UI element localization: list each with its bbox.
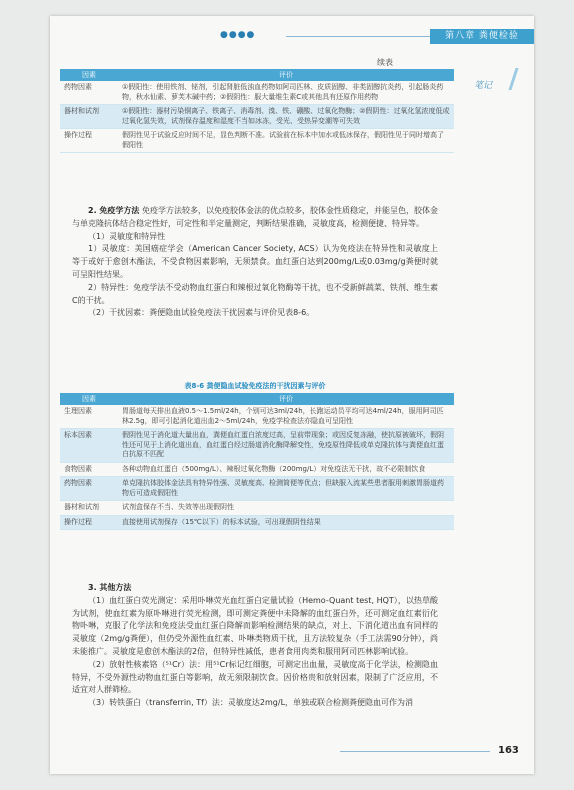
factor-cell: 药物因素 xyxy=(60,81,118,105)
evaluation-cell: 试剂盒保存不当、失效等出现假阴性 xyxy=(118,501,454,516)
section-heading: 2. 免疫学方法 xyxy=(88,206,140,215)
section-intro: 免疫学方法较多，以免疫胶体金法的优点较多，胶体金性质稳定，并能呈色，胶体金与单克隆抗体结合稳定性好，可定性和半定量测定，判断结果准确，灵敏度高，检测便捷、特异等。 xyxy=(72,206,439,228)
table-continued xyxy=(60,69,454,153)
factor-cell: 器材和试剂 xyxy=(60,105,118,129)
paragraph: 1）灵敏度：美国癌症学会（American Cancer Society, ACS）认为免疫法在特异性和灵敏度上等于或好于愈创木酯法，不受食物因素影响，无须禁食。血红蛋白达到200mg/L或0.03mg/g粪便时就可呈阳性结果。 xyxy=(72,244,438,279)
factor-cell: 食物因素 xyxy=(60,462,118,477)
factor-cell: 操作过程 xyxy=(60,515,118,530)
subheading: （1）灵敏度和特异性 xyxy=(88,231,166,241)
table-row xyxy=(60,129,454,153)
factor-cell: 标本因素 xyxy=(60,429,118,463)
margin-note-label: 笔记 xyxy=(474,81,493,91)
evaluation-cell: 各种动物血红蛋白（500mg/L）、辣根过氧化物酶（200mg/L）对免疫法无干扰，故不必限制饮食 xyxy=(118,462,454,477)
continued-label: 续表 xyxy=(377,58,393,67)
paragraph: （1）血红蛋白荧光测定：采用卟啉荧光血红蛋白定量试验（Hemo-Quant test, HQT），以热草酸为试剂，使血红素为原卟啉进行荧光检测，即可测定粪便中未降解的血红蛋白外，还可测定血红素衍化物卟啉，克服了化学法和免疫法受血红蛋白降解而影响检测结果的缺点，对上、下消化道出血有同样的灵敏度（2mg/g粪便），但仍受外源性血红素、卟啉类物质干扰，且方法较复杂（手工法需90分钟），尚未能推广。灵敏度是愈创木酯法的2倍，但特异性减低，患者食用肉类和服用阿司匹林影响试验。 xyxy=(72,595,438,656)
factor-cell: 药物因素 xyxy=(60,477,118,501)
table-row xyxy=(60,501,454,516)
table-header-factor: 因素 xyxy=(60,393,118,405)
paragraph: 2）特异性：免疫学法不受动物血红蛋白和辣根过氧化物酶等干扰，也不受新鲜蔬菜、铁剂、维生素C的干扰。 xyxy=(72,282,438,305)
evaluation-cell: 单克隆抗体胶体金法具有特异性强、灵敏度高、检测简便等优点；但缺服入流某些患者服用刺激胃肠道药物后可造成假阳性 xyxy=(118,477,454,501)
table-body xyxy=(60,405,454,530)
factor-cell: 生理因素 xyxy=(60,405,118,429)
pencil-icon xyxy=(498,68,518,90)
table-row xyxy=(60,429,454,463)
evaluation-cell: 假阴性见于试验反应时间不足，显色判断不准。试验前在标本中加水或低冰保存，假阳性见于同时增高了假阳性 xyxy=(118,129,454,153)
factor-cell: 器材和试剂 xyxy=(60,501,118,516)
table-header-evaluation: 评价 xyxy=(118,69,454,81)
table-header-evaluation: 评价 xyxy=(118,393,454,405)
evaluation-cell: 直接使用试剂保存（15℃以下）的标本试验，可出现假阴性结果 xyxy=(118,515,454,530)
section-heading: 3. 其他方法 xyxy=(88,583,132,592)
paragraph: （3）转铁蛋白（transferrin, Tf）法：灵敏度达2mg/L，单独或联合检测粪便隐血可作为消 xyxy=(88,698,414,708)
page-number: 163 xyxy=(498,745,519,756)
footer-rule xyxy=(340,751,490,752)
table-row xyxy=(60,462,454,477)
table-body xyxy=(60,81,454,153)
evaluation-cell: ①假阳性：器材污染铜离子、铁离子、消毒剂、溴、铁、硼酸、过氧化物酶；②假阴性：过氧化氢浓度低或过氧化氢失效，试剂保存温度和湿度不当如冰冻，受光、受热异变潮等可失效 xyxy=(118,105,454,129)
section-immunology xyxy=(72,205,438,320)
evaluation-cell: 假阴性见于消化道大量出血，粪便血红蛋白浓度过高，呈前带现象；或因反复冻融，使抗原被破坏，假阴性还可见于上消化道出血，血红蛋白经过肠道消化酶降解变性，免疫原性降低或单克隆抗体与粪便血红蛋白抗原不匹配 xyxy=(118,429,454,463)
header-dots: ●●●● xyxy=(220,30,256,40)
section-other-methods xyxy=(72,582,438,710)
book-page xyxy=(50,16,534,774)
header-rule xyxy=(286,36,434,37)
paragraph: （2）放射性核素铬（⁵¹Cr）法：用⁵¹Cr标记红细胞，可测定出血量，灵敏度高于化学法，检测隐血特异，不受外源性动物血红蛋白等影响，故无须限制饮食。因价格贵和放射因素，限制了广泛应用，不适宜对人群筛检。 xyxy=(72,659,438,695)
table-row xyxy=(60,515,454,530)
table-row xyxy=(60,81,454,105)
table-8-6 xyxy=(60,393,454,530)
table-row xyxy=(60,105,454,129)
paragraph: （2）干扰因素：粪便隐血试验免疫法干扰因素与评价见表8-6。 xyxy=(88,308,315,318)
table-row xyxy=(60,405,454,429)
evaluation-cell: 胃肠道每天排出血液0.5～1.5ml/24h，个别可达3ml/24h，长跑运动员平均可达4ml/24h，服用阿司匹林2.5g，即可引起消化道出血2～5ml/24h，免疫学检查法亦隐血可呈阳性 xyxy=(118,405,454,429)
table-caption: 表8-6 粪便隐血试验免疫法的干扰因素与评价 xyxy=(184,382,326,390)
table-row xyxy=(60,477,454,501)
chapter-header: 第八章 粪便检验 xyxy=(430,29,534,44)
factor-cell: 操作过程 xyxy=(60,129,118,153)
evaluation-cell: ①假阳性：使用铁剂、铋剂，引起肾脏低浊血药物如阿司匹林、皮质固醇、非类固醇抗炎药，引起肠炎药物，秋水仙素、萝芙木碱中药；②假阴性：服大量维生素C或其他具有还原作用药物 xyxy=(118,81,454,105)
margin-note xyxy=(472,74,528,98)
table-header-factor: 因素 xyxy=(60,69,118,81)
